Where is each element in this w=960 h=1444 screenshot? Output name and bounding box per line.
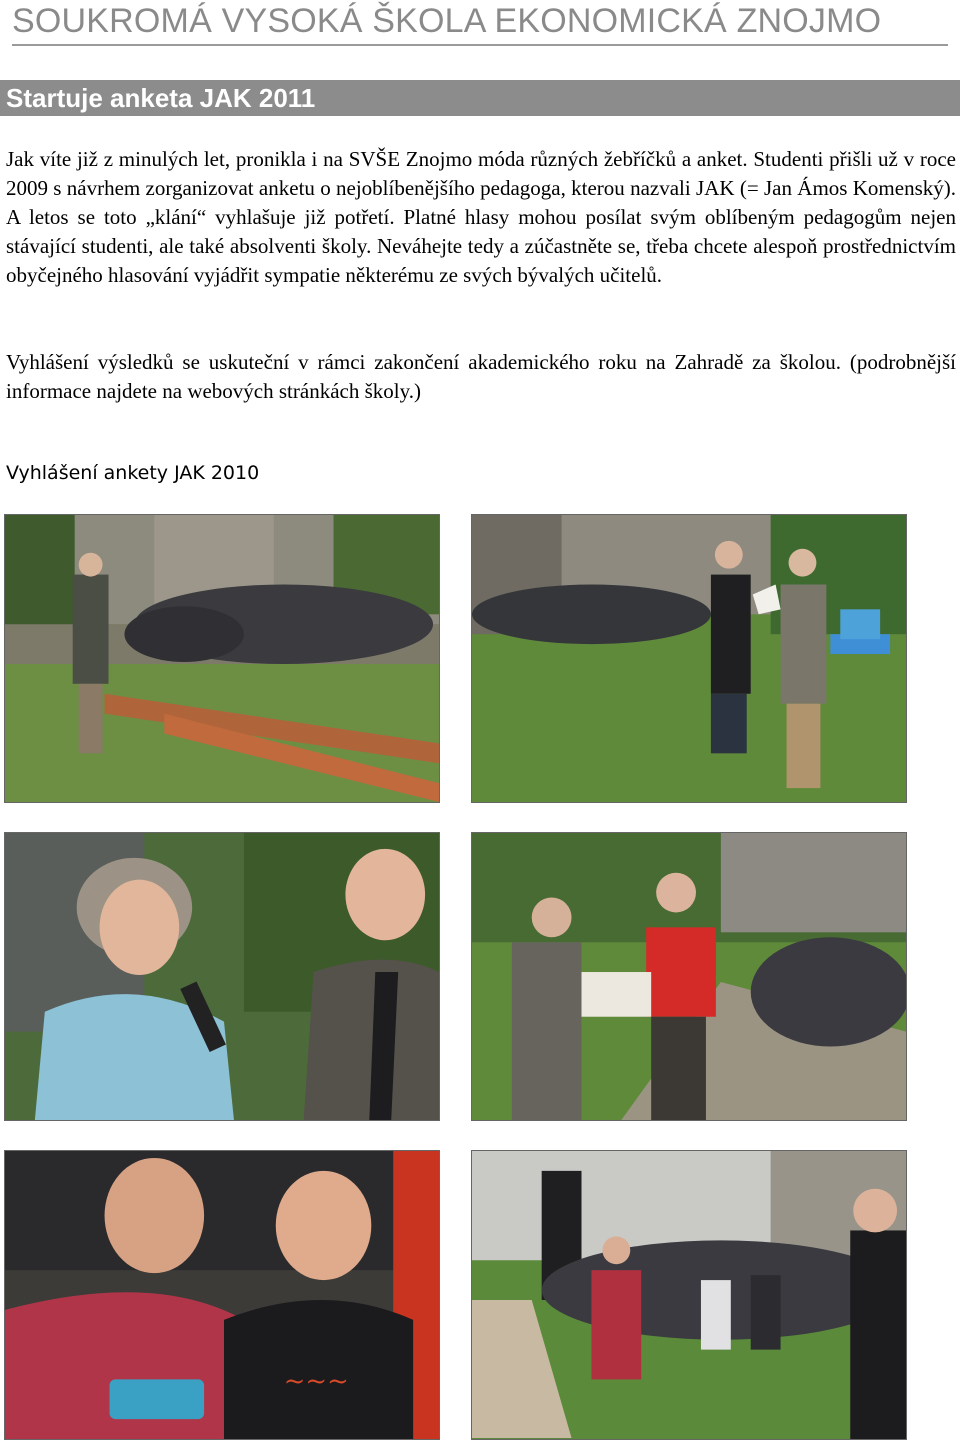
woman-with-microphone-photo	[4, 832, 440, 1121]
article-paragraph-2: Vyhlášení výsledků se uskuteční v rámci zakončení akademického roku na Zahradě za školou. (podrobnější informace najdete na webových stránkách školy.)	[6, 350, 956, 403]
two-men-smiling-photo	[4, 1150, 440, 1440]
article-paragraph-1: Jak víte již z minulých let, pronikla i na SVŠE Znojmo móda různých žebříčků a anket. Studenti přišli už v roce 2009 s návrhem zorganizovat anketu o nejoblíbenějšího pedagoga, kterou nazvali JAK (= Jan Ámos Komenský). A letos se toto „klání“ vyhlašuje již potřetí. Platné hlasy mohou posílat svým oblíbeným pedagogům nejen stávající studenti, ale také absolventi školy. Neváhejte tedy a zúčastněte se, třeba chcete alespoň prostřednictvím obyčejného hlasování vyjádřit sympatie některému ze svých bývalých učitelů.	[6, 147, 956, 287]
outdoor-audience-speaker-photo	[4, 514, 440, 803]
svg-text:~~~: ~~~	[283, 1366, 349, 1397]
article-headline: Startuje anketa JAK 2011	[6, 83, 316, 113]
award-handover-garden-photo	[471, 514, 907, 803]
school-title: SOUKROMÁ VYSOKÁ ŠKOLA EKONOMICKÁ ZNOJMO	[12, 2, 882, 40]
crowd-dancing-photo	[471, 1150, 907, 1440]
gallery-heading: Vyhlášení ankety JAK 2010	[6, 462, 260, 484]
headline-bar	[0, 80, 960, 116]
title-divider	[12, 44, 948, 46]
handshake-red-shirt-photo	[471, 832, 907, 1121]
